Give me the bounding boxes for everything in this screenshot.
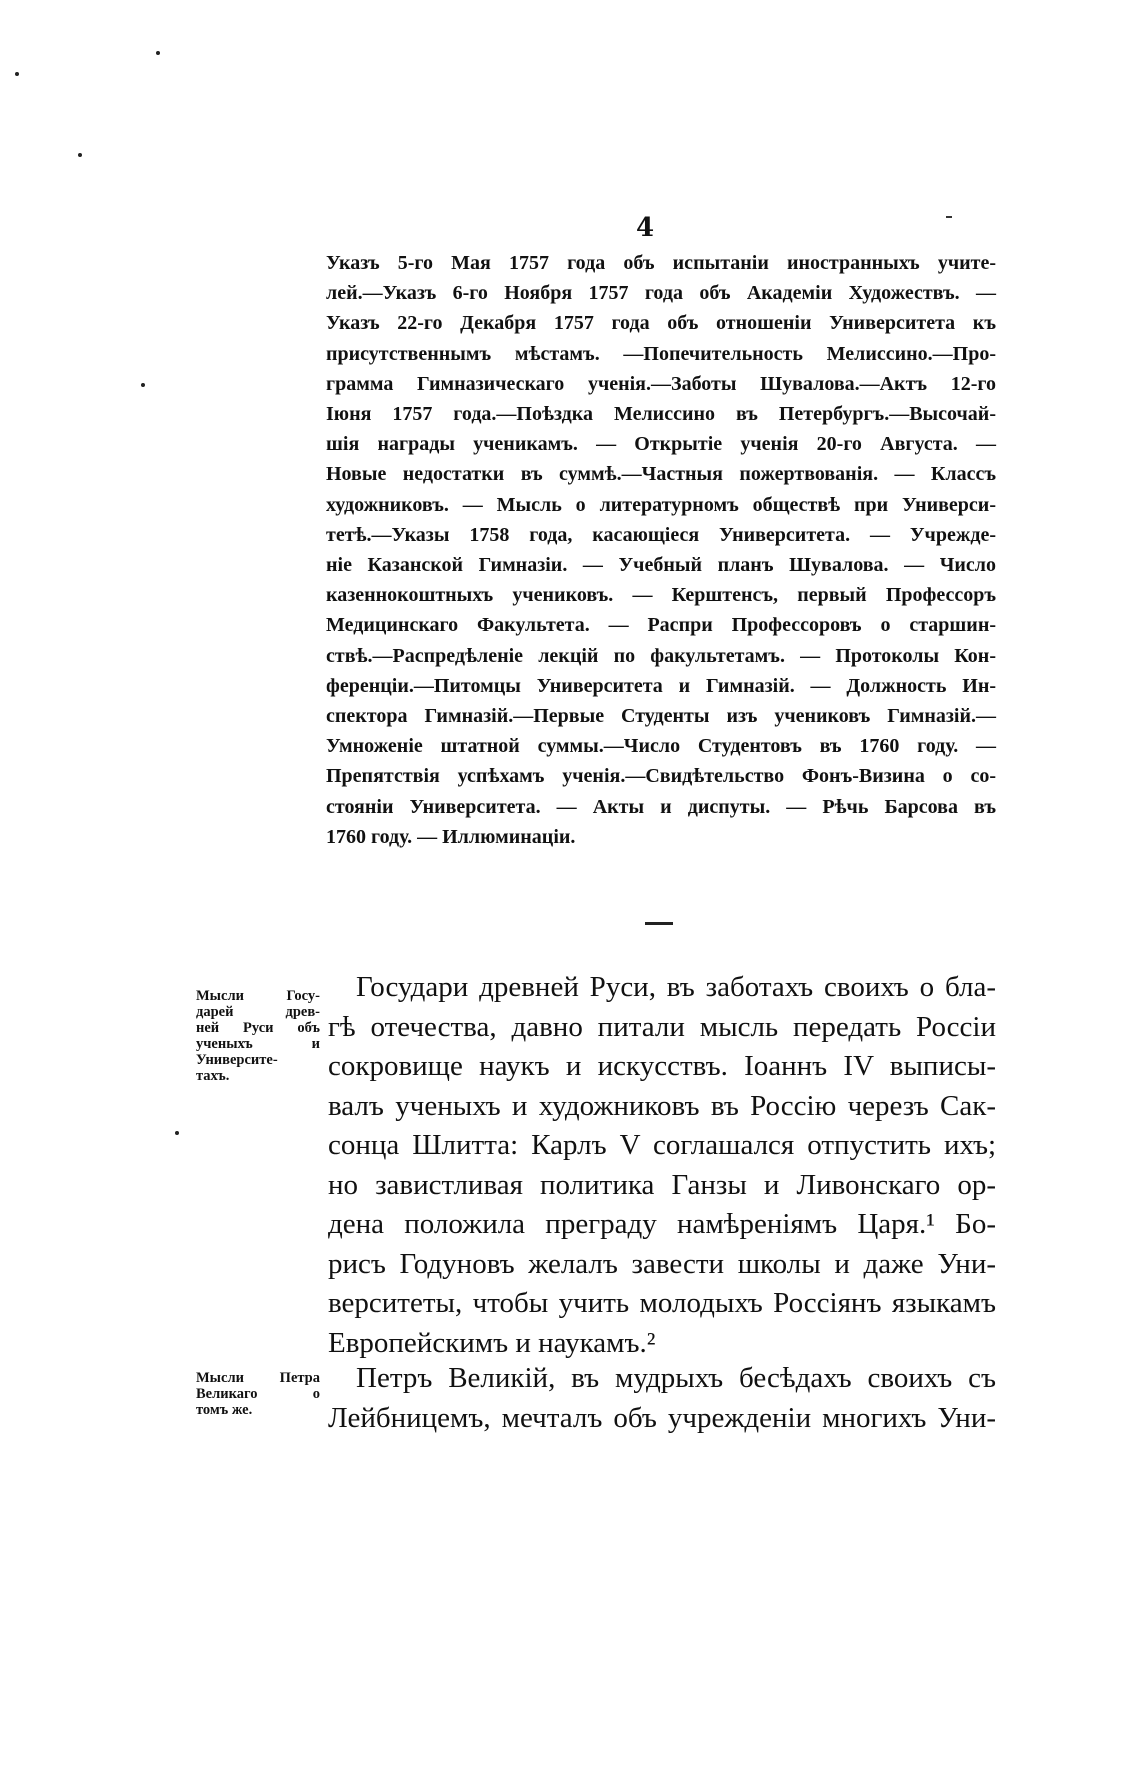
paragraph-line: Лейбницемъ, мечталъ объ учрежденіи многихъ Уни- [328,1401,996,1434]
summary-line: стояніи Университета. — Акты и диспуты. — Рѣчь Барсова въ [326,795,996,818]
chapter-summary [326,248,996,852]
margin-note-line: Мысли Петра [196,1370,320,1386]
summary-line: лей.—Указъ 6-го Ноября 1757 года объ Академіи Художествъ. — [326,282,996,305]
scan-speck [15,72,19,76]
summary-line: казеннокоштныхъ учениковъ. — Керштенсъ, первый Профессоръ [326,584,996,607]
paragraph-line: рисъ Годуновъ желалъ завести школы и даже Уни- [328,1247,996,1280]
paragraph-1 [328,968,996,1363]
summary-line: шія награды ученикамъ. — Открытіе ученія 20-го Августа. — [326,433,996,456]
paragraph-line: Европейскимъ и наукамъ.² [328,1326,656,1359]
paragraph-line: но завистливая политика Ганзы и Ливонскаго ор- [328,1168,996,1201]
margin-note-line: дарей древ- [196,1004,320,1020]
summary-line: тетѣ.—Указы 1758 года, касающіеся Университета. — Учрежде- [326,523,996,546]
summary-line: присутственнымъ мѣстамъ. —Попечительность Мелиссино.—Про- [326,342,996,365]
section-separator [645,922,673,925]
margin-note-line: Мысли Госу- [196,988,320,1004]
summary-line: Іюня 1757 года.—Поѣздка Мелиссино въ Петербургъ.—Высочай- [326,403,996,426]
margin-note-line: Университе- [196,1052,278,1068]
paragraph-line: Петръ Великій, въ мудрыхъ бесѣдахъ своихъ съ [356,1362,996,1394]
summary-line: 1760 году. — Иллюминаціи. [326,825,576,848]
summary-line: спектора Гимназій.—Первые Студенты изъ учениковъ Гимназій.— [326,705,996,728]
margin-note-line: тахъ. [196,1068,230,1084]
paragraph-line: Государи древней Руси, въ заботахъ своихъ о бла- [356,971,996,1003]
paragraph-line: гѣ отечества, давно питали мысль передать Россіи [328,1010,996,1043]
margin-note-line: томъ же. [196,1402,253,1418]
page-number: 4 [636,213,655,243]
scan-speck [141,383,145,387]
paragraph-line: сокровище наукъ и искусствъ. Іоаннъ IV выписы- [328,1050,996,1082]
summary-line: художниковъ. — Мысль о литературномъ обществѣ при Универси- [326,493,996,516]
margin-note-line: ней Руси объ [196,1020,320,1036]
paragraph-line: валъ ученыхъ и художниковъ въ Россію черезъ Сак- [328,1089,996,1122]
scan-speck [156,51,160,55]
margin-note-line: ученыхъ и [196,1036,320,1052]
margin-note-line: Великаго о [196,1386,320,1402]
paragraph-2 [328,1359,996,1438]
scan-mark [946,216,952,218]
paragraph-line: сонца Шлитта: Карлъ V соглашался отпустить ихъ; [328,1129,996,1161]
summary-line: ференціи.—Питомцы Университета и Гимназій. — Должность Ин- [326,674,996,697]
scan-speck [175,1131,179,1135]
summary-line: Медицинскаго Факультета. — Распри Профессоровъ о старшин- [326,614,996,637]
summary-line: ствѣ.—Распредѣленіе лекцій по факультетамъ. — Протоколы Кон- [326,644,996,667]
summary-line: Препятствія успѣхамъ ученія.—Свидѣтельство Фонъ-Визина о со- [326,765,996,788]
scan-speck [78,153,82,157]
summary-line: Указъ 22-го Декабря 1757 года объ отношеніи Университета къ [326,312,996,335]
paragraph-line: верситеты, чтобы учить молодыхъ Россіянъ языкамъ [328,1287,996,1319]
summary-line: Новые недостатки въ суммѣ.—Частныя пожертвованія. — Классъ [326,463,996,486]
summary-line: грамма Гимназическаго ученія.—Заботы Шувалова.—Актъ 12-го [326,372,996,395]
margin-note-2 [196,1370,320,1418]
summary-line: Умноженіе штатной суммы.—Число Студентовъ въ 1760 году. — [326,735,996,758]
margin-note-1 [196,988,320,1084]
summary-line: ніе Казанской Гимназіи. — Учебный планъ Шувалова. — Число [326,554,996,577]
summary-line: Указъ 5-го Мая 1757 года объ испытаніи иностранныхъ учите- [326,252,996,274]
paragraph-line: дена положила преграду намѣреніямъ Царя.¹ Бо- [328,1208,996,1240]
